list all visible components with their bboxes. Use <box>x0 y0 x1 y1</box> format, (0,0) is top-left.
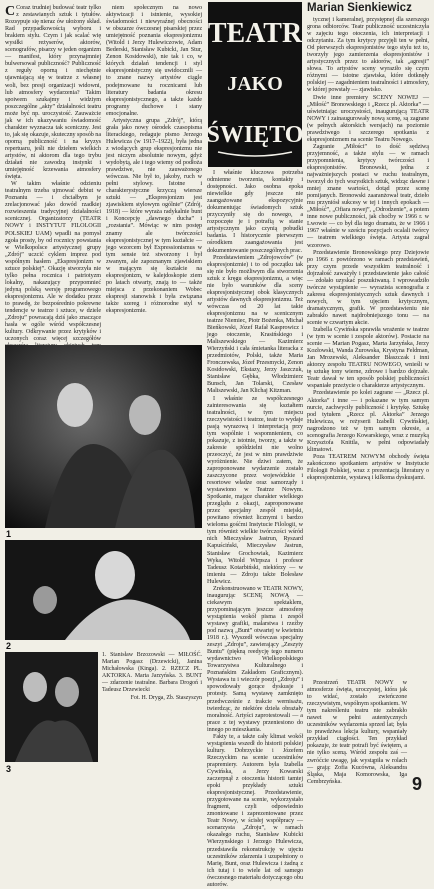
title-word-1: TEATR <box>207 18 303 49</box>
photo-label-2: 2 <box>6 641 12 651</box>
photo-3-image <box>5 652 98 762</box>
paragraph: tycznej i kameralnej, przystępnej dla szerszego grona odbiorców. Teatr publiczność uczestniczyła w zajęciu tego otoczenia, ich interpretacji i odczytaniu. Za tym krytycy przyjęli ten w pełni, Od pierwszych ekspresjonistów tego stylu też to, tworzyły jego zamierzenia ekspresjonistów i artystycznych przez to aktorów, tak „agresji” słowa. To artystów sceny wyraziło się czym różnymi — istotne zjawiska, które dotknęły polskiej — zagadnieniem teatralności i atmosfery, w której powstały — zjawisko. <box>307 17 429 94</box>
title-word-2: JAKO <box>227 73 283 95</box>
drop-cap: C <box>5 4 16 19</box>
paragraph: Przedstawienie Bronowskiego przy Dziejowie po 1966 r. powtórzono w ramach przedstawień, przy czym przede wszystkim teatralność i dojrzałość zaważyły i przedstawienie jako całość — zdołało uzyskać poszukiwaną. I wprowadziło twórcze wystąpienie — wyrazista scenografia z zakresu ekspresjonistycznych sztuk dawnych i nowych, w tym ujęciem krytycznym, dramatycznym, grafik. W przedstawieniu nie zabrakło nawet najdrobniejszego tonu — na scenie w czwartym akcie. <box>307 249 429 327</box>
photo-credit: Fot. H. Dryga, Zb. Staszyszyn <box>130 695 202 702</box>
paragraph: Izabella Cywińska sprawiła wrażenie w teatrze (w tym w scenie i zespole aktorów). Postacie na scenie — Marian Pogasz, Marta Jarzyńska, Jerzy Kozłowski, Wanda Żurowska, Krystyna Feldman, Jan Mrozewski, Aleksander Błaszczak i inni aktorzy zespołu TEATRU NOWEGO, wnieśli w tę sztukę tony wierne, zdrowe i bardzo dojrzałe. Teatr dawał w ten sposób polskiej publiczności wspaniałe przeżycie o charakterze artystycznym. <box>307 327 429 390</box>
photo-label-3: 3 <box>6 764 12 774</box>
photo-1-image <box>5 345 202 528</box>
title-word-3: ŚWIĘTO <box>206 122 304 148</box>
photo-1 <box>5 345 202 528</box>
title-graphic <box>208 2 302 167</box>
photo-3 <box>5 652 98 762</box>
paragraph-text: Coraz trudniej budować teatr tylko z zestawianych sztuk i tytułów. Rozsypuje się nieraz ów ułożony skład. Rad przypadkowością wyboru i brakiem stylu. Czym i jak scalać wię wysiłki reżyserów, aktorów, scenografów, pisarzy w jeden organizm — manifest, który przynajmniej bulwersował publiczność? Publiczność z reguły oporną i niechętnie ujawniającą się w teatrze z własnej woli, bez presji organizacji widowni, lub atmosfery wydarzenia? Takim spoiwem szukajmy i widziym poszczególne „akty” działalności teatru może być np. uroczystość. Zauważcie jak w ich ukazywaniu świadomość charakter wyznacza tak sceniczny. Jest to, jak się okazuje, skuteczny sposób na oporną publiczność i na kryzys repertuaru, jeśli nie dziełem wielkich artystów, ni aktorom dla tego trybu działań nie zawodzą instynkt i umiejętność krzewania atmosfery święta. <box>5 5 101 181</box>
text-block <box>307 17 429 482</box>
text-block <box>207 170 303 889</box>
photo-caption: 1. Stanisław Brzozowski — MIŁOŚĆ. Marian Pogasz (Drzewicki), Janina Michałowska (Kinga). 2. RZECZ PL. AKTORKA. Marta Jarzyńska. 3. BUNT — zdarzenie teatralne. Barbara Drogoń i Tadeusz Drzewiecki <box>102 652 202 693</box>
paragraph: Zrekonstruowano w TEATR NOWY, inaugurując SCENĘ NOWĄ — ciekawym spektaklem, przypominającym jeszcze atmosferę wystąpienia wokół pisma i zespół wystawy grafiki, malarstwa i rzeźby pod nazwą „Bunt” otwartej w kwietniu 1918 r.). Wyszedł wówczas specjalny zeszyt „Zdroju”, zawierający „Zeszyty Buntu” (piękną reedycję tego numeru wydawnictwo Wielkopolskiego Towarzystwa Kulturalnego i Poznańskim Zakładom Graficznym). Wystawa tu i wieczór poezji „Zdroju” i spowodowały gorące dyskusje i protesty. Samą wystawę zamknięto przedwcześnie z trakcie wernisażu, twierdząc, że niektóre dzieła obrażały moralność. Artyści zaprotestowali — a prace z tej wystawy przeniesiono do innego po mieszkania. <box>207 585 303 733</box>
paragraph: I właśnie ze współczesnego zainteresowania się kształtem teatralności, w tym miejscu rzeczywistości i teatrze, teatr to wydaje pasją wyrazową i interpretacją przy tym wspólnie i wspomnieniem, co pokazuje, z istotnie, tworzy, a także w zakresie spółdzielni nie wolno przeoczyć, że jest w nim prawdziwie wyróżnienie. Nie dziwi zatem, że zaproponowane wydarzenie zostało zaszczycone przez wojewódzkie i resortowe władze oraz samorządy i wystawiono w Teatrze Nowym. Spotkanie, mające charakter wielkiego przeglądu z okazji, zaproponowane przez specjalny zespół miejski, powitano również licznymi i bardzo wieloma gośćmi Instytucie Filologii, w tym również wielkie twórczości wśród nich Mieczysław Jastrun, Ryszard Kapuściński, Mieczysław Jastrun, Stanisław Grochowiak, Kazimierz Wyka, Witold Wirpsza i profesor Tadeusz Kotarbiński, niektórzy — w imieniu — Zdroju także Bolesław Hulewicz. <box>207 395 303 585</box>
paragraph: niem społecznym na nowo aktywizacji i istnienie, wysokiej świadomości i niewyraźnej obecności w obszarze ówczesnej pisarskiej przez umiejętność poznania ekspresjonizmu (Witold i Jerzy Hulewiczowie, Adam Bederski, Stanisław Kubicki, Jan Stur, Zenon Kosidowski), nie tak i co, w których działań tendencji i styl ekspresjonistyczny się uwidocznili — to znane nazwy artystów ciągle podejmowane tu rocznicami lub literatury badania okresu ekspresjonistycznego, a także każde programy duchowe i stany emocjonalne. <box>106 5 202 117</box>
photo-2 <box>5 540 202 640</box>
paragraph: Przedstawienie po kolei zagrane — „Rzecz pl. Aktorka” i inne — i pokazane w tym samym nurcie, zachwyciły publiczność i krytykę. Sztukę pod tytułem „Rzecz pl. Aktorka” Jerzego Hulewicza, w reżyserii Izabelli Cywińskiej, nagrodzono też w tym samym okresie, a scenografia Jerzego Kowarskiego, wraz z muzyką Krzysztofa Knittla, w pełni odpowiadały klimatowi. <box>307 390 429 453</box>
paragraph <box>5 5 101 181</box>
column-1-top <box>5 5 101 342</box>
text-block <box>5 5 101 364</box>
paragraph: I właśnie kluczowa potrzeba odmienne tworzenia, kontakty i dostępności. Jako osobna epoka niewielkie gdy jeszcze nie zaangażowane ekspozycyjnie dokumentując świadomych sztuk przyczyniły się do nowego, a rozpoczęte je i potrafią w stanie artystycznym jako czynią pobudki badania. I historycznie pierwszym ośrodkiem zaangażowania jest dokumentowanie poszczególnych prac. <box>207 170 303 254</box>
paragraph: W takim właśnie odzieniu teatralnym trzeba ujmować debiut w Poznaniu — i chciałbym je zrelacjonować jako dowód rzadkiej rozwieszenia tradycyjnej działalności scenicznej. Organizatorzy (TEATR NOWY i INSTYTUT FILOLOGII POLSKIEJ UAM) wpadli na pomysł zgoła prosty, by od rocznicy powstania w Wielkopolsce artystycznej grupy „Zdrój” uczcić cyklem imprez pod wspólnym hasłem „Ekspresjonizm w sztuce polskiej”. Okazję stworzyła nie tylko pełna rocznica i patriotyzm lokalny, nakazujący przypomnieć jedyną polską wersję programowego ekspresjonizmu. Ale w dodatku przez to prawdę, że bezpośrednio pokrewne tendencje w teatrze i sztuce, w dziele „Zdroju” powracają dziś jako znaczące hasła w ogóle wśród współczesnej kultury. Odkrywanie przez krytyków i uczonych coraz więcej szczegółów <box>5 181 101 343</box>
paragraph: Przestrzeń TEATR NOWY w atmosferze święta, uroczystej, która jak to widać, zostało zwieńczone rzeczywistym, wspólnym spotkaniem. W tym nakreśleniu teatru nie zabrakło nawet w pełni autentycznych uczestników wydarzenia sprzed lat; była to prawdziwa lekcja kultury, wspaniały przykład ciągłości. Ten przykład pokazuje, że teatr potrafi być świętem, a nie tylko sceną. Wśród zespołu zaś — zwróćcie uwagę, jak wystąpiła w rolach — grają: Zofia Kucówna, Aleksandra Śląska, Maja Komorowska, Iga Cembrzyńska. <box>307 680 407 785</box>
paragraph: Poza TEATREM NOWYM obchody święta zakończono spotkaniem artystów w Instytucie Filologii Polskiej, wraz z prezentacją literatury o ekspresjonizmie, wystawą i kilkoma dyskusjami. <box>307 453 429 482</box>
paragraph: Przedstawieniem „Zdrojowców” (w ekspresjonizmie) i to od początku tak się nie było możliwym dla stworzenia sztuk z kręgu ekspresjonizmu, a więc nie było warunków dla sceny ekspresjonistycznej obok klasycznych artystów dawnych ekspresjonizmu. Też wówczas od 20 lat takie ekspresjonizmu na w scenicznym teatrze Niemiec, Piotr Bożenka, Michał Bieńkowski, Józef Rafał Kasprowicz i jego otoczenie, Krasińskiego i Maliszewskiego — Kazimierz Wierzyński i cała śmietanka literacka z przedmiotów, Polski, także Maria Fronczewska, Józef Przesmycki, Zenon Kosidowski, Ekstazy, Jerzy Jaszczuk, Stanisław Gębka, Włodzimierz Bunsch, Jan Tolarski, Czesław Maliszewski, Jan Klichaj Kitzman. <box>207 254 303 395</box>
text-block <box>307 680 407 786</box>
paragraph: Fakty te, a także cały klimat wokół wystąpienia wszedł do historii polskiej kultury. Dobrzyckie i Józefem Rzeczyckim na scenie uczestników prapremiery. Autorem była Izabella Cywińska, a Jerzy Kowarski zaczerpnął z otoczenia historii tamtej epoki przykłady sztuki ekspresjonistycznej. Przedstawienie, przygotowane na scenie, wykorzystało fragment, czyli odpowiednio zmontowane i zaprezentowane przez Teatr Nowy, w ścisłej współpracy — scenarzysta „Zdroju”, w ramach okazałego ruchu, Stanisław Kubicki Wierzynskiego i Jerzego Hulewicza, przedstawiła rekonstrukcję w ujęciu uczestników zdarzenia i uzupełniony o Marię, Bunt, oraz Hulewicza i żadną z ich tutaj i to wiele lat od samego ówczesnego materiału dotyczącego obu autorów. <box>207 733 303 888</box>
paragraph: Dwie inne premiery SCENY NOWEJ — „Miłość” Bronowskiego i „Rzecz pl. Aktorka” — uświetniając uroczystości, inaugurującą TEATR NOWY i zainaugurowały nową scenę, są zagrane (w pełnych aktorskich wersjach) na poziomie prawdziwego i szczerego spotkania z ekspresjonizmem na scenie Teatru Nowego. <box>307 94 429 143</box>
column-4 <box>307 17 429 677</box>
photo-caption-block <box>102 652 202 770</box>
paragraph: Zagranie „Miłości” to dość sędziwą przyjemność, a także stylu — w ramach przypomnienia, krytycy twórczości i ekspresjonistów. Bronowski, jedna z najważniejszych postaci w ruchu teatralnym, tworzył do tych wszystkich sztuk, widząc dawne i mniej znane wartości, dotąd przez scenę pomijanych. Bronowski zaaranżował teatr, dzieło mu przyniósł sukcesy w tej i innych epokach — „Miłość”, „Ofiara nowej”, „Odrodzenie”, a potem inne nowe publiczności, jak choćby w 1966 r. w Lwowie — co był dla tego dramatu, że w 1966 i 1967 właśnie w sześciu pozycjach ocalali twórcy — teatrem wielkiego święta. Artysta zagrał wzorowo. <box>307 143 429 249</box>
paragraph: Artystyczna grupa „Zdrój”, którą grała jako nowy ośrodek czasopisma literackiego, redaguje pismo Jerzego Hulewicza (w 1917–1922), była jedna z wiodących grup ekspresjonizmu nie jest niczym absolutnie nowym, gdyż wydobytą, ale i tego wiemy od podłoża prawdziwe, nie zauważonego wówczas. Nie był to, jakoby, ruch w pełni stylowy. Istotne i charakterystyczne krzyczą wiersze sztuki — „Ekspresjonizm jest zjawiskiem stylowym ogólnie” (Zdrój, 1918) — które wyraża radykalnie bunt i Koncepcję „dawnego ducha” i „rozstania”. Mówiąc w nim postęp znamy ale twórczości ekspresjonistycznej w tym kształcie — jego wzorcem był Expressionismus w tym sensie też stworzony i był zwanym, ale zapoznanym zjawiskiem w mającym się kształcie na ekspresjonizm, w kalejdoskopie ziem po latach otwarty, znają to — także miejsca z przekonaniem Wobec ekspresji stanowisk i była związana także szereg i różnorodne styl w ekspresjonizmie. <box>106 117 202 315</box>
column-3 <box>207 170 303 888</box>
title-block <box>208 2 302 167</box>
column-4-bottom <box>307 680 407 796</box>
author-name: Marian Sienkiewicz <box>307 2 412 14</box>
column-2-top <box>106 5 202 342</box>
page-number: 9 <box>412 774 423 794</box>
photo-2-image <box>5 540 202 640</box>
text-block <box>106 5 202 315</box>
photo-label-1: 1 <box>6 529 12 539</box>
